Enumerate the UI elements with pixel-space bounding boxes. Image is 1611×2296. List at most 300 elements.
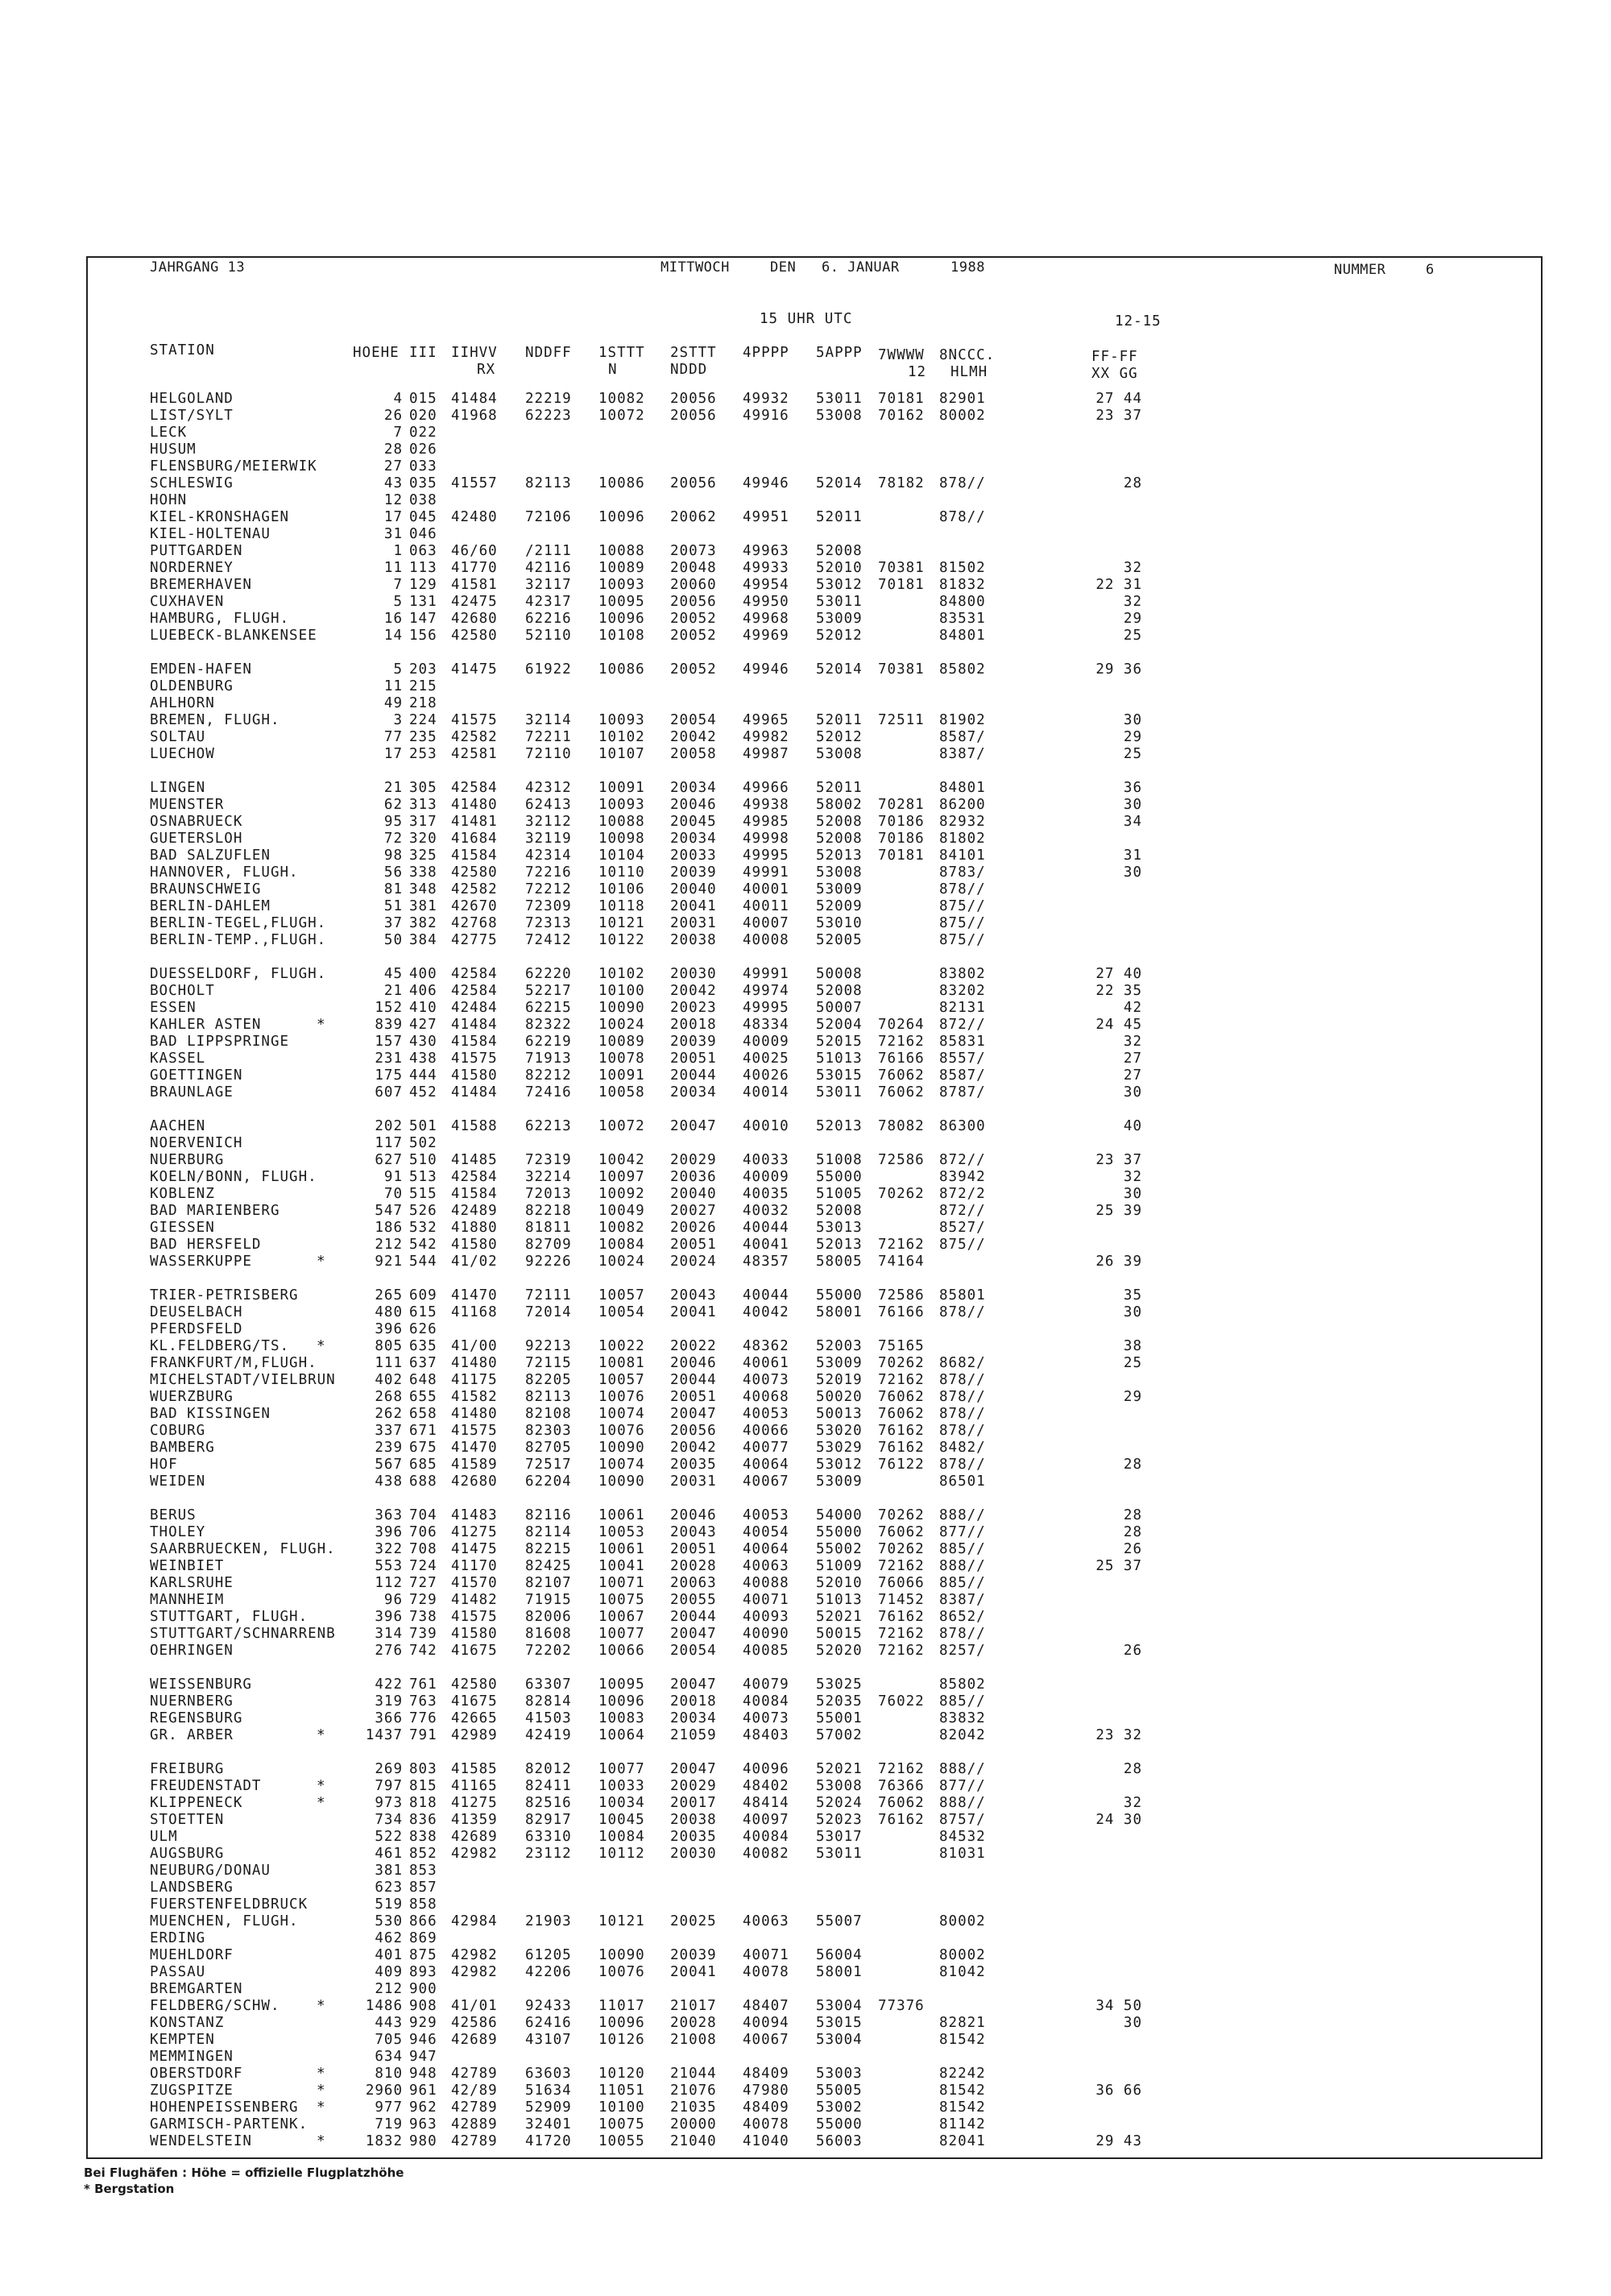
station-name: KOELN/BONN, FLUGH. <box>150 1169 317 1185</box>
station-index: 410 <box>409 1000 437 1016</box>
table-row <box>0 408 1611 425</box>
group-3: 10061 <box>598 1507 645 1523</box>
wind-gust: 40 <box>1123 1118 1142 1134</box>
station-name: KAHLER ASTEN <box>150 1017 262 1033</box>
station-index: 515 <box>409 1186 437 1202</box>
group-2: 42317 <box>525 594 572 610</box>
station-height: 805 <box>375 1338 403 1354</box>
group-4: 20047 <box>670 1118 717 1134</box>
station-height: 231 <box>375 1051 403 1067</box>
group-8: 885// <box>939 1541 986 1557</box>
station-index: 763 <box>409 1693 437 1710</box>
group-2: 62413 <box>525 797 572 813</box>
wind-gust: 24 45 <box>1095 1017 1142 1033</box>
group-5: 40061 <box>743 1355 789 1371</box>
station-name: LECK <box>150 425 188 441</box>
station-index: 129 <box>409 577 437 593</box>
station-height: 14 <box>383 628 403 644</box>
station-height: 175 <box>375 1067 403 1084</box>
mountain-station-marker: * <box>317 1778 326 1794</box>
group-6: 52010 <box>816 560 863 576</box>
col-g4-sub: NDDD <box>670 362 708 378</box>
group-4: 20046 <box>670 1355 717 1371</box>
group-3: 10096 <box>598 2015 645 2031</box>
table-row <box>0 543 1611 560</box>
group-3: 10096 <box>598 509 645 525</box>
group-6: 52012 <box>816 628 863 644</box>
group-4: 20044 <box>670 1067 717 1084</box>
group-1: 42582 <box>451 881 498 897</box>
group-1: 42982 <box>451 1947 498 1963</box>
group-5: 40097 <box>743 1812 789 1828</box>
station-index: 015 <box>409 391 437 407</box>
mountain-station-marker: * <box>317 1998 326 2014</box>
group-5: 40068 <box>743 1389 789 1405</box>
table-row <box>0 1947 1611 1964</box>
station-index: 961 <box>409 2083 437 2099</box>
table-row <box>0 712 1611 729</box>
station-name: NUERBURG <box>150 1152 225 1168</box>
group-7: 76062 <box>878 1389 925 1405</box>
table-row <box>0 1676 1611 1693</box>
group-3: 10057 <box>598 1287 645 1303</box>
station-height: 396 <box>375 1524 403 1540</box>
group-2: 82012 <box>525 1761 572 1777</box>
station-name: KOBLENZ <box>150 1186 215 1202</box>
group-6: 52008 <box>816 831 863 847</box>
group-7: 72162 <box>878 1034 925 1050</box>
group-6: 50008 <box>816 966 863 982</box>
station-height: 111 <box>375 1355 403 1371</box>
group-2: 92226 <box>525 1254 572 1270</box>
group-3: 10092 <box>598 1186 645 1202</box>
group-1: 42581 <box>451 746 498 762</box>
group-5: 48414 <box>743 1795 789 1811</box>
group-5: 40053 <box>743 1507 789 1523</box>
group-3: 10126 <box>598 2032 645 2048</box>
table-row <box>0 1304 1611 1321</box>
table-row <box>0 594 1611 611</box>
group-1: 42489 <box>451 1203 498 1219</box>
table-row <box>0 1913 1611 1930</box>
station-name: PUTTGARDEN <box>150 543 243 559</box>
group-1: 41475 <box>451 661 498 678</box>
group-5: 40082 <box>743 1846 789 1862</box>
wind-gust: 29 36 <box>1095 661 1142 678</box>
wind-gust: 31 <box>1123 848 1142 864</box>
group-5: 47980 <box>743 2083 789 2099</box>
station-height: 96 <box>383 1592 403 1608</box>
group-1: 42984 <box>451 1913 498 1929</box>
group-1: 41557 <box>451 475 498 491</box>
group-2: 62204 <box>525 1473 572 1490</box>
station-name: OEHRINGEN <box>150 1643 234 1659</box>
station-name: BERLIN-TEMP.,FLUGH. <box>150 932 327 948</box>
station-name: KEMPTEN <box>150 2032 215 2048</box>
table-row <box>0 1152 1611 1169</box>
group-5: 49995 <box>743 1000 789 1016</box>
group-5: 40053 <box>743 1406 789 1422</box>
station-height: 11 <box>383 560 403 576</box>
group-3: 10098 <box>598 831 645 847</box>
group-2: 82108 <box>525 1406 572 1422</box>
group-7: 76166 <box>878 1304 925 1320</box>
group-5: 40026 <box>743 1067 789 1084</box>
station-name: OLDENBURG <box>150 678 234 694</box>
group-1: 41582 <box>451 1389 498 1405</box>
wind-gust: 28 <box>1123 475 1142 491</box>
table-row <box>0 509 1611 526</box>
group-8: 81542 <box>939 2032 986 2048</box>
station-height: 443 <box>375 2015 403 2031</box>
group-6: 53015 <box>816 2015 863 2031</box>
wind-gust: 34 <box>1123 814 1142 830</box>
group-1: 41483 <box>451 1507 498 1523</box>
group-5: 49951 <box>743 509 789 525</box>
group-2: 82303 <box>525 1423 572 1439</box>
group-8: 81802 <box>939 831 986 847</box>
group-4: 20056 <box>670 1423 717 1439</box>
group-6: 52023 <box>816 1812 863 1828</box>
group-6: 53010 <box>816 915 863 931</box>
group-3: 10108 <box>598 628 645 644</box>
station-index: 791 <box>409 1727 437 1743</box>
group-5: 40090 <box>743 1626 789 1642</box>
group-7: 70186 <box>878 814 925 830</box>
group-1: 42584 <box>451 780 498 796</box>
station-height: 269 <box>375 1761 403 1777</box>
group-5: 48403 <box>743 1727 789 1743</box>
wind-gust: 24 30 <box>1095 1812 1142 1828</box>
group-2: 71915 <box>525 1592 572 1608</box>
group-7: 78082 <box>878 1118 925 1134</box>
group-7: 78182 <box>878 475 925 491</box>
group-6: 55005 <box>816 2083 863 2099</box>
group-8: 81832 <box>939 577 986 593</box>
group-3: 10074 <box>598 1457 645 1473</box>
group-2: 71913 <box>525 1051 572 1067</box>
group-5: 49987 <box>743 746 789 762</box>
group-4: 20031 <box>670 915 717 931</box>
station-index: 320 <box>409 831 437 847</box>
station-index: 675 <box>409 1440 437 1456</box>
station-height: 363 <box>375 1507 403 1523</box>
table-row <box>0 526 1611 543</box>
group-3: 10024 <box>598 1254 645 1270</box>
table-row <box>0 1169 1611 1186</box>
group-5: 40078 <box>743 2116 789 2132</box>
group-5: 49963 <box>743 543 789 559</box>
station-height: 50 <box>383 932 403 948</box>
station-name: GOETTINGEN <box>150 1067 243 1084</box>
station-name: KARLSRUHE <box>150 1575 234 1591</box>
group-3: 10061 <box>598 1541 645 1557</box>
group-8: 82042 <box>939 1727 986 1743</box>
station-name: THOLEY <box>150 1524 206 1540</box>
group-3: 10090 <box>598 1440 645 1456</box>
wind-gust: 30 <box>1123 864 1142 881</box>
station-name: BERUS <box>150 1507 197 1523</box>
wind-gust: 42 <box>1123 1000 1142 1016</box>
group-1: 41968 <box>451 408 498 424</box>
station-name: EMDEN-HAFEN <box>150 661 252 678</box>
table-row <box>0 1727 1611 1744</box>
group-3: 10100 <box>598 983 645 999</box>
group-3: 10054 <box>598 1304 645 1320</box>
group-2: 82917 <box>525 1812 572 1828</box>
station-index: 727 <box>409 1575 437 1591</box>
group-7: 72586 <box>878 1287 925 1303</box>
station-height: 547 <box>375 1203 403 1219</box>
group-2: 82705 <box>525 1440 572 1456</box>
table-row <box>0 1000 1611 1017</box>
group-5: 48362 <box>743 1338 789 1354</box>
group-3: 10093 <box>598 577 645 593</box>
station-name: PASSAU <box>150 1964 206 1980</box>
station-height: 705 <box>375 2032 403 2048</box>
table-row <box>0 1034 1611 1051</box>
group-4: 20052 <box>670 628 717 644</box>
group-4: 20039 <box>670 1947 717 1963</box>
group-6: 52024 <box>816 1795 863 1811</box>
table-row <box>0 898 1611 915</box>
station-index: 742 <box>409 1643 437 1659</box>
station-height: 634 <box>375 2049 403 2065</box>
group-3: 10088 <box>598 543 645 559</box>
station-name: KONSTANZ <box>150 2015 225 2031</box>
station-name: WUERZBURG <box>150 1389 234 1405</box>
station-index: 929 <box>409 2015 437 2031</box>
station-name: BAD KISSINGEN <box>150 1406 271 1422</box>
group-7: 72162 <box>878 1626 925 1642</box>
station-name: PFERDSFELD <box>150 1321 243 1337</box>
group-6: 54000 <box>816 1507 863 1523</box>
group-3: 10072 <box>598 408 645 424</box>
group-6: 53012 <box>816 1457 863 1473</box>
group-8: 888// <box>939 1558 986 1574</box>
group-4: 20051 <box>670 1541 717 1557</box>
station-name: KIEL-KRONSHAGEN <box>150 509 290 525</box>
group-8: 83942 <box>939 1169 986 1185</box>
station-name: HELGOLAND <box>150 391 234 407</box>
group-1: 41/02 <box>451 1254 498 1270</box>
station-index: 147 <box>409 611 437 627</box>
group-1: 41470 <box>451 1287 498 1303</box>
group-2: 32114 <box>525 712 572 728</box>
table-row <box>0 932 1611 949</box>
group-6: 55001 <box>816 1710 863 1726</box>
group-8: 8557/ <box>939 1051 986 1067</box>
group-7: 76162 <box>878 1609 925 1625</box>
table-row <box>0 1406 1611 1423</box>
station-height: 1832 <box>365 2133 403 2149</box>
station-name: CUXHAVEN <box>150 594 225 610</box>
table-row <box>0 848 1611 864</box>
group-7: 75165 <box>878 1338 925 1354</box>
wind-gust: 28 <box>1123 1761 1142 1777</box>
table-row <box>0 1524 1611 1541</box>
mountain-station-marker: * <box>317 2066 326 2082</box>
mountain-station-marker: * <box>317 1338 326 1354</box>
station-height: 977 <box>375 2099 403 2116</box>
table-row <box>0 780 1611 797</box>
group-6: 53002 <box>816 2099 863 2116</box>
group-1: 42584 <box>451 1169 498 1185</box>
group-2: 92433 <box>525 1998 572 2014</box>
station-index: 948 <box>409 2066 437 2082</box>
group-5: 49995 <box>743 848 789 864</box>
station-height: 5 <box>393 661 403 678</box>
group-1: 41580 <box>451 1237 498 1253</box>
group-1: 42789 <box>451 2099 498 2116</box>
station-height: 7 <box>393 425 403 441</box>
wind-gust: 28 <box>1123 1507 1142 1523</box>
wind-gust: 26 <box>1123 1541 1142 1557</box>
group-2: 42312 <box>525 780 572 796</box>
wind-gust: 27 <box>1123 1067 1142 1084</box>
station-height: 21 <box>383 780 403 796</box>
group-5: 40073 <box>743 1710 789 1726</box>
group-5: 40044 <box>743 1220 789 1236</box>
group-5: 49969 <box>743 628 789 644</box>
mountain-station-marker: * <box>317 1727 326 1743</box>
group-2: 82205 <box>525 1372 572 1388</box>
group-1: 41481 <box>451 814 498 830</box>
col-ff: FF-FF <box>1091 349 1138 365</box>
group-4: 20028 <box>670 1558 717 1574</box>
group-1: 42680 <box>451 611 498 627</box>
station-height: 422 <box>375 1676 403 1693</box>
group-2: 72313 <box>525 915 572 931</box>
station-height: 268 <box>375 1389 403 1405</box>
group-8: 82901 <box>939 391 986 407</box>
group-6: 51013 <box>816 1592 863 1608</box>
station-name: KL.FELDBERG/TS. <box>150 1338 290 1354</box>
group-6: 53008 <box>816 864 863 881</box>
group-3: 10120 <box>598 2066 645 2082</box>
group-6: 51005 <box>816 1186 863 1202</box>
group-4: 20042 <box>670 1440 717 1456</box>
station-name: BREMEN, FLUGH. <box>150 712 280 728</box>
table-row <box>0 1287 1611 1304</box>
table-row <box>0 1473 1611 1490</box>
station-index: 063 <box>409 543 437 559</box>
station-height: 43 <box>383 475 403 491</box>
group-7: 70262 <box>878 1355 925 1371</box>
group-7: 76062 <box>878 1067 925 1084</box>
table-row <box>0 1440 1611 1457</box>
group-2: 72412 <box>525 932 572 948</box>
station-height: 212 <box>375 1981 403 1997</box>
group-4: 20041 <box>670 1964 717 1980</box>
wind-gust: 25 39 <box>1095 1203 1142 1219</box>
station-height: 31 <box>383 526 403 542</box>
station-height: 17 <box>383 509 403 525</box>
station-height: 17 <box>383 746 403 762</box>
group-3: 10090 <box>598 1947 645 1963</box>
group-3: 10083 <box>598 1710 645 1726</box>
group-5: 41040 <box>743 2133 789 2149</box>
col-g3: 1STTT <box>598 345 645 361</box>
group-5: 49932 <box>743 391 789 407</box>
group-6: 53011 <box>816 594 863 610</box>
group-8: 875// <box>939 932 986 948</box>
mountain-station-marker: * <box>317 2099 326 2116</box>
group-8: 878// <box>939 1406 986 1422</box>
station-height: 152 <box>375 1000 403 1016</box>
group-7: 72586 <box>878 1152 925 1168</box>
table-row <box>0 611 1611 628</box>
group-6: 52011 <box>816 780 863 796</box>
station-name: HUSUM <box>150 441 197 458</box>
group-6: 55000 <box>816 2116 863 2132</box>
group-3: 10097 <box>598 1169 645 1185</box>
group-4: 20018 <box>670 1017 717 1033</box>
station-name: GIESSEN <box>150 1220 215 1236</box>
station-name: LANDSBERG <box>150 1879 234 1896</box>
wind-gust: 23 37 <box>1095 1152 1142 1168</box>
station-name: MUENSTER <box>150 797 225 813</box>
group-8: 86300 <box>939 1118 986 1134</box>
station-index: 038 <box>409 492 437 508</box>
table-row <box>0 2083 1611 2099</box>
group-6: 57002 <box>816 1727 863 1743</box>
wind-gust: 27 <box>1123 1051 1142 1067</box>
station-index: 452 <box>409 1084 437 1100</box>
group-6: 55007 <box>816 1913 863 1929</box>
station-index: 513 <box>409 1169 437 1185</box>
group-2: 72416 <box>525 1084 572 1100</box>
station-index: 658 <box>409 1406 437 1422</box>
station-height: 553 <box>375 1558 403 1574</box>
station-index: 875 <box>409 1947 437 1963</box>
group-5: 40071 <box>743 1592 789 1608</box>
group-4: 20024 <box>670 1254 717 1270</box>
group-3: 10086 <box>598 661 645 678</box>
group-6: 52014 <box>816 661 863 678</box>
table-row <box>0 1135 1611 1152</box>
station-index: 113 <box>409 560 437 576</box>
table-row <box>0 1863 1611 1879</box>
group-1: 41880 <box>451 1220 498 1236</box>
station-index: 224 <box>409 712 437 728</box>
group-1: 42689 <box>451 1829 498 1845</box>
station-height: 72 <box>383 831 403 847</box>
station-height: 56 <box>383 864 403 881</box>
group-4: 20026 <box>670 1220 717 1236</box>
group-6: 53015 <box>816 1067 863 1084</box>
station-index: 729 <box>409 1592 437 1608</box>
table-row <box>0 1084 1611 1101</box>
col-g8: 8NCCC. <box>939 347 996 363</box>
group-8: 8587/ <box>939 1067 986 1084</box>
table-row <box>0 661 1611 678</box>
group-2: 61205 <box>525 1947 572 1963</box>
station-height: 1 <box>393 543 403 559</box>
group-8: 84801 <box>939 780 986 796</box>
group-6: 53008 <box>816 1778 863 1794</box>
station-name: ESSEN <box>150 1000 197 1016</box>
group-1: 42580 <box>451 864 498 881</box>
group-5: 40079 <box>743 1676 789 1693</box>
group-8: 8482/ <box>939 1440 986 1456</box>
group-8: 81542 <box>939 2099 986 2116</box>
group-1: 42584 <box>451 983 498 999</box>
station-index: 502 <box>409 1135 437 1151</box>
station-height: 11 <box>383 678 403 694</box>
station-index: 857 <box>409 1879 437 1896</box>
group-5: 40088 <box>743 1575 789 1591</box>
